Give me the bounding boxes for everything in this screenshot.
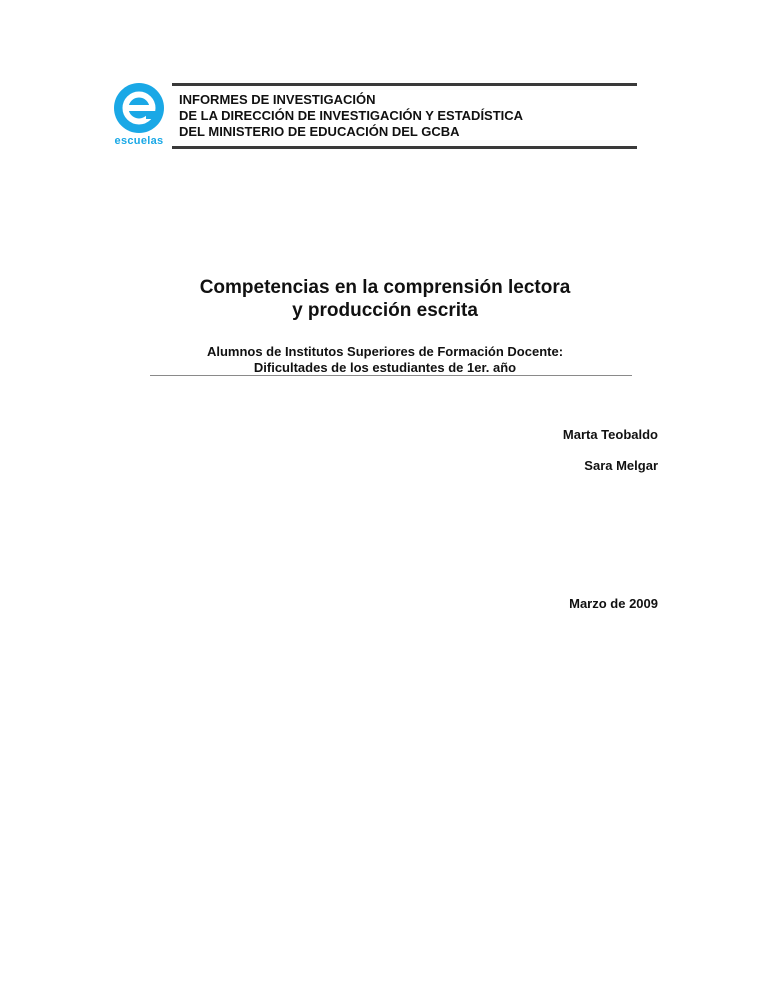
logo-wordmark: escuelas <box>114 135 164 147</box>
document-title <box>100 276 670 322</box>
escuelas-logo <box>106 82 172 160</box>
header-rule-top <box>172 83 637 86</box>
header-line: DEL MINISTERIO DE EDUCACIÓN DEL GCBA <box>179 124 460 139</box>
header-rule-bottom <box>172 146 637 149</box>
series-header <box>179 92 523 140</box>
subtitle-line: Alumnos de Institutos Superiores de Formación Docente: <box>206 344 564 359</box>
title-line: Competencias en la comprensión lectora <box>199 277 571 298</box>
subtitle-divider <box>150 375 632 376</box>
escuelas-e-logo-icon <box>106 82 172 136</box>
author-name: Marta Teobaldo <box>562 427 658 442</box>
document-subtitle <box>100 344 670 375</box>
publication-date: Marzo de 2009 <box>569 596 658 611</box>
subtitle-line: Dificultades de los estudiantes de 1er. año <box>253 359 517 375</box>
title-line: y producción escrita <box>292 300 478 321</box>
author-name: Sara Melgar <box>584 458 658 473</box>
header-line: DE LA DIRECCIÓN DE INVESTIGACIÓN Y ESTADÍSTICA <box>179 108 524 123</box>
header-line: INFORMES DE INVESTIGACIÓN <box>179 92 376 107</box>
